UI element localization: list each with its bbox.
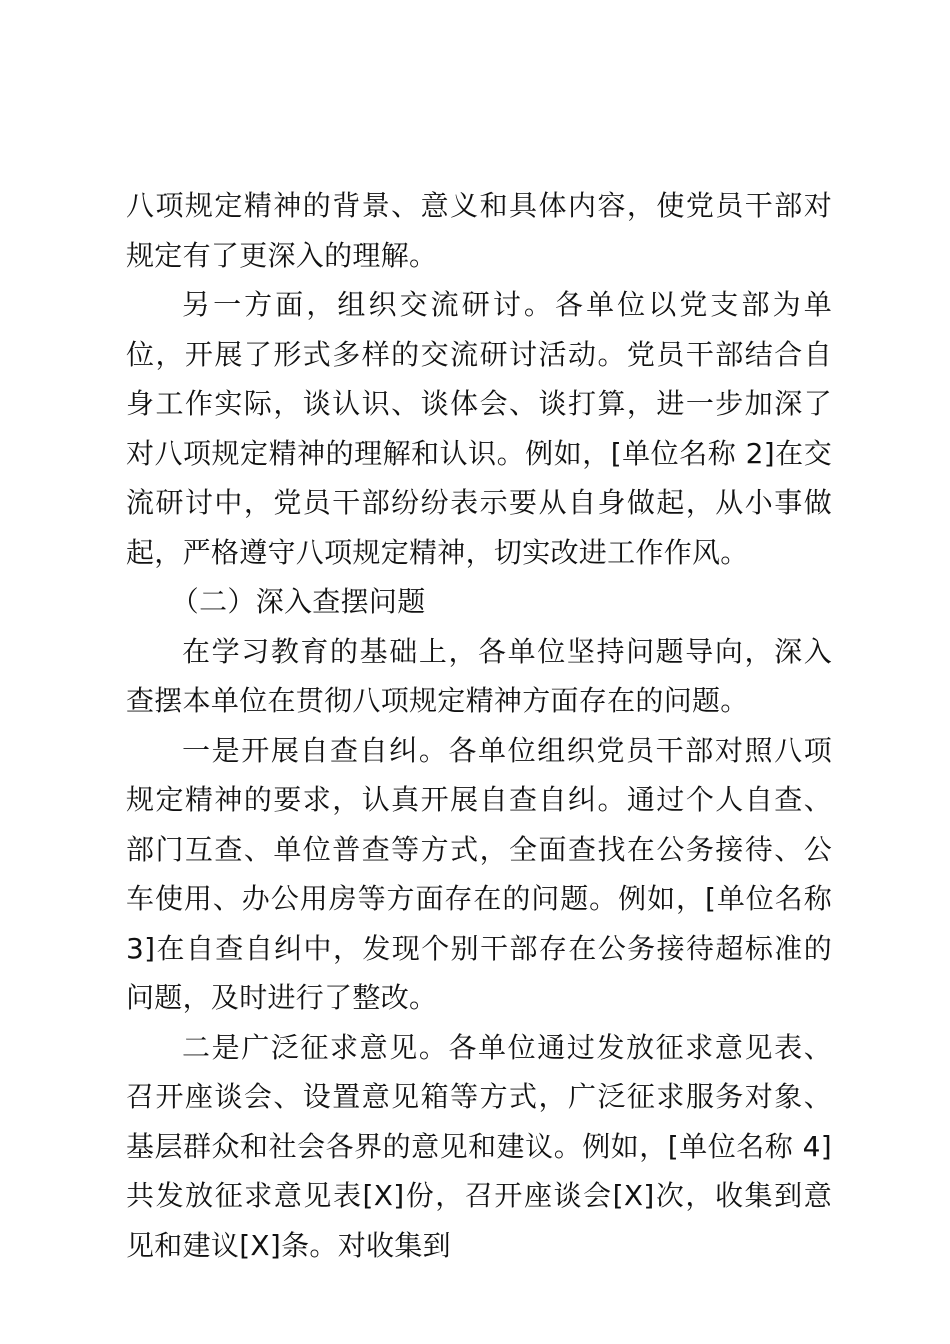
document-body bbox=[126, 181, 832, 1270]
paragraph-self-inspection: 一是开展自查自纠。各单位组织党员干部对照八项规定精神的要求，认真开展自查自纠。通过个人自查、部门互查、单位普查等方式，全面查找在公务接待、公车使用、办公用房等方面存在的问题。例如，[单位名称 3]在自查自纠中，发现个别干部存在公务接待超标准的问题，及时进行了整改。 bbox=[126, 733, 832, 1014]
paragraph-exchange-discussion: 另一方面，组织交流研讨。各单位以党支部为单位，开展了形式多样的交流研讨活动。党员干部结合自身工作实际，谈认识、谈体会、谈打算，进一步加深了对八项规定精神的理解和认识。例如，[单位名称 2]在交流研讨中，党员干部纷纷表示要从自身做起，从小事做起，严格遵守八项规定精神，切实改进工作作风。 bbox=[126, 288, 832, 569]
paragraph-problem-intro: 在学习教育的基础上，各单位坚持问题导向，深入查摆本单位在贯彻八项规定精神方面存在的问题。 bbox=[126, 634, 832, 717]
section-heading: （二）深入查摆问题 bbox=[170, 585, 426, 618]
paragraph-continued: 八项规定精神的背景、意义和具体内容，使党员干部对规定有了更深入的理解。 bbox=[126, 189, 832, 272]
paragraph-solicit-opinions: 二是广泛征求意见。各单位通过发放征求意见表、召开座谈会、设置意见箱等方式，广泛征求服务对象、基层群众和社会各界的意见和建议。例如，[单位名称 4]共发放征求意见表[X]份，召开座谈会[X]次，收集到意见和建议[X]条。对收集到 bbox=[126, 1030, 832, 1262]
